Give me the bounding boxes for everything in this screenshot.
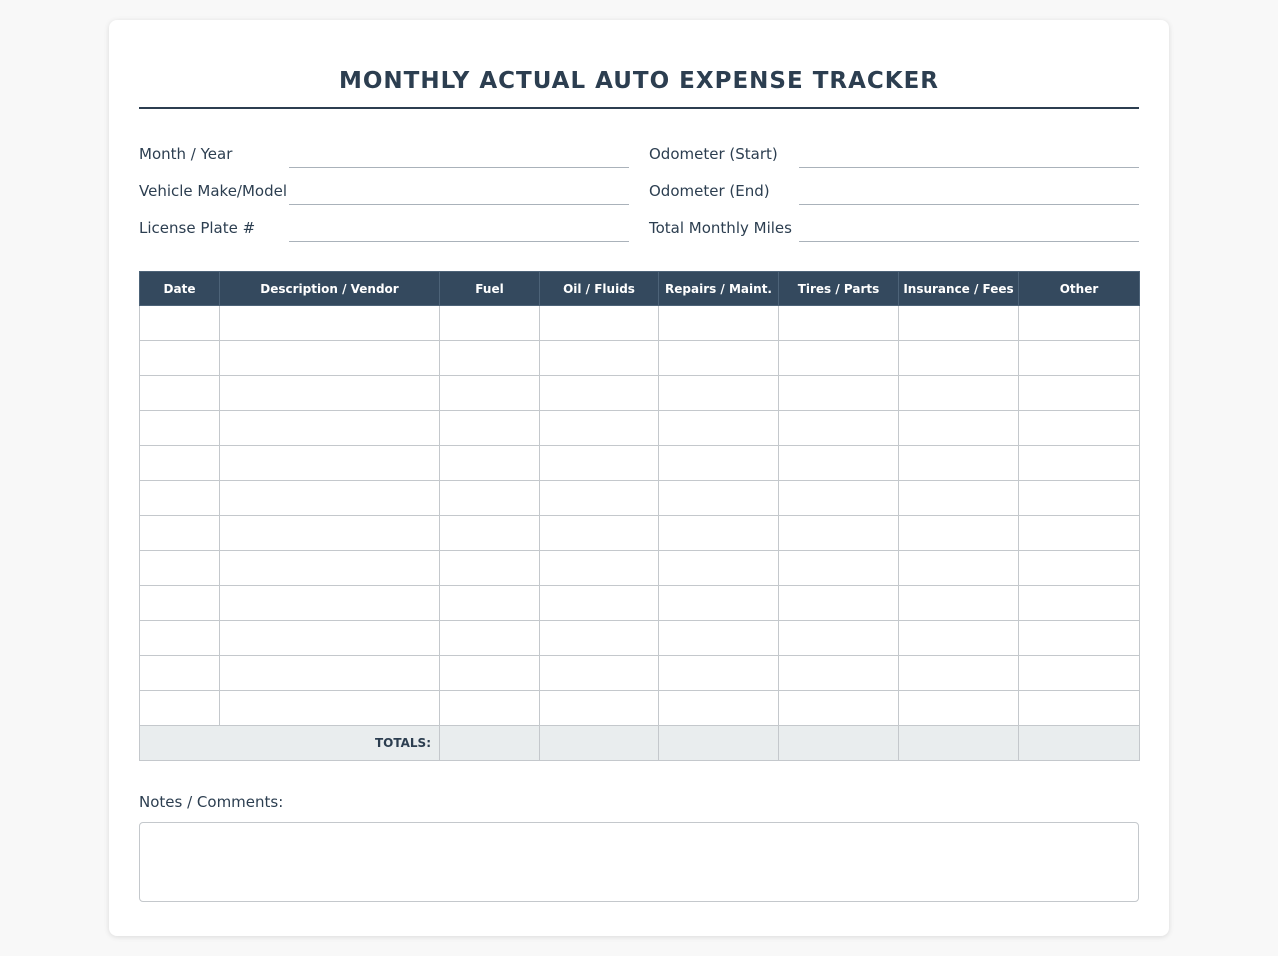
description-cell[interactable] (220, 376, 440, 411)
description-cell[interactable] (220, 551, 440, 586)
oil-cell[interactable] (540, 621, 659, 656)
oil-cell[interactable] (540, 551, 659, 586)
insurance-cell[interactable] (899, 481, 1019, 516)
insurance-cell[interactable] (899, 446, 1019, 481)
insurance-cell[interactable] (899, 551, 1019, 586)
description-cell[interactable] (220, 306, 440, 341)
fuel-cell[interactable] (440, 516, 540, 551)
repairs-cell[interactable] (659, 516, 779, 551)
column-header-date: Date (140, 272, 220, 306)
fuel-cell[interactable] (440, 446, 540, 481)
date-cell[interactable] (140, 411, 220, 446)
column-header-fuel: Fuel (440, 272, 540, 306)
repairs-cell[interactable] (659, 411, 779, 446)
date-cell[interactable] (140, 376, 220, 411)
tires-cell[interactable] (779, 621, 899, 656)
repairs-cell[interactable] (659, 621, 779, 656)
insurance-cell[interactable] (899, 621, 1019, 656)
oil-cell[interactable] (540, 691, 659, 726)
date-cell[interactable] (140, 306, 220, 341)
expense-form-card (109, 20, 1169, 936)
field-total-miles (649, 212, 1139, 242)
repairs-cell[interactable] (659, 551, 779, 586)
table-row (140, 481, 1140, 516)
date-cell[interactable] (140, 551, 220, 586)
insurance-cell[interactable] (899, 516, 1019, 551)
other-cell[interactable] (1019, 306, 1140, 341)
repairs-cell[interactable] (659, 586, 779, 621)
tires-cell[interactable] (779, 516, 899, 551)
table-header-row (140, 272, 1140, 306)
table-row (140, 516, 1140, 551)
notes-textarea[interactable] (139, 822, 1139, 902)
totals-label: TOTALS: (140, 726, 440, 761)
license-input[interactable] (289, 217, 629, 242)
description-cell[interactable] (220, 481, 440, 516)
repairs-cell[interactable] (659, 656, 779, 691)
oil-cell[interactable] (540, 341, 659, 376)
other-cell[interactable] (1019, 691, 1140, 726)
fuel-cell[interactable] (440, 341, 540, 376)
description-cell[interactable] (220, 411, 440, 446)
description-cell[interactable] (220, 691, 440, 726)
table-row (140, 306, 1140, 341)
date-cell[interactable] (140, 481, 220, 516)
column-header-insurance-fees: Insurance / Fees (899, 272, 1019, 306)
fuel-cell[interactable] (440, 411, 540, 446)
insurance-cell[interactable] (899, 586, 1019, 621)
fuel-cell[interactable] (440, 656, 540, 691)
title-divider (139, 107, 1139, 109)
table-row (140, 376, 1140, 411)
form-title: MONTHLY ACTUAL AUTO EXPENSE TRACKER (338, 68, 940, 94)
date-cell[interactable] (140, 516, 220, 551)
table-row (140, 621, 1140, 656)
oil-cell[interactable] (540, 656, 659, 691)
total-miles-label: Total Monthly Miles (649, 219, 792, 237)
date-cell[interactable] (140, 586, 220, 621)
date-cell[interactable] (140, 341, 220, 376)
fuel-cell[interactable] (440, 621, 540, 656)
total-other-cell[interactable] (1019, 726, 1140, 761)
fuel-cell[interactable] (440, 306, 540, 341)
other-cell[interactable] (1019, 341, 1140, 376)
table-row (140, 586, 1140, 621)
field-odometer-end (649, 175, 1139, 205)
fuel-cell[interactable] (440, 691, 540, 726)
total-repairs-cell[interactable] (659, 726, 779, 761)
column-header-tires-parts: Tires / Parts (779, 272, 899, 306)
field-license (139, 212, 629, 242)
repairs-cell[interactable] (659, 341, 779, 376)
tires-cell[interactable] (779, 376, 899, 411)
description-cell[interactable] (220, 586, 440, 621)
field-vehicle (139, 175, 629, 205)
other-cell[interactable] (1019, 376, 1140, 411)
tires-cell[interactable] (779, 656, 899, 691)
tires-cell[interactable] (779, 586, 899, 621)
table-row (140, 411, 1140, 446)
other-cell[interactable] (1019, 481, 1140, 516)
description-cell[interactable] (220, 656, 440, 691)
odometer-start-input[interactable] (799, 143, 1139, 168)
repairs-cell[interactable] (659, 481, 779, 516)
table-row (140, 341, 1140, 376)
oil-cell[interactable] (540, 516, 659, 551)
total-oil-cell[interactable] (540, 726, 659, 761)
totals-row (140, 726, 1140, 761)
column-header-repairs: Repairs / Maint. (659, 272, 779, 306)
odometer-end-label: Odometer (End) (649, 182, 770, 200)
tires-cell[interactable] (779, 341, 899, 376)
insurance-cell[interactable] (899, 306, 1019, 341)
tires-cell[interactable] (779, 481, 899, 516)
table-row (140, 691, 1140, 726)
oil-cell[interactable] (540, 481, 659, 516)
tires-cell[interactable] (779, 691, 899, 726)
total-miles-input[interactable] (799, 217, 1139, 242)
column-header-other: Other (1019, 272, 1140, 306)
oil-cell[interactable] (540, 306, 659, 341)
column-header-oil-fluids: Oil / Fluids (540, 272, 659, 306)
license-label: License Plate # (139, 219, 256, 237)
expense-table-body (140, 306, 1140, 761)
odometer-start-label: Odometer (Start) (649, 145, 778, 163)
field-month-year (139, 138, 629, 168)
repairs-cell[interactable] (659, 446, 779, 481)
oil-cell[interactable] (540, 376, 659, 411)
other-cell[interactable] (1019, 516, 1140, 551)
fuel-cell[interactable] (440, 481, 540, 516)
description-cell[interactable] (220, 341, 440, 376)
tires-cell[interactable] (779, 551, 899, 586)
date-cell[interactable] (140, 446, 220, 481)
oil-cell[interactable] (540, 411, 659, 446)
repairs-cell[interactable] (659, 306, 779, 341)
fuel-cell[interactable] (440, 586, 540, 621)
odometer-end-input[interactable] (799, 180, 1139, 205)
other-cell[interactable] (1019, 446, 1140, 481)
other-cell[interactable] (1019, 586, 1140, 621)
other-cell[interactable] (1019, 621, 1140, 656)
field-odometer-start (649, 138, 1139, 168)
insurance-cell[interactable] (899, 691, 1019, 726)
column-header-description: Description / Vendor (220, 272, 440, 306)
notes-label: Notes / Comments: (139, 793, 284, 811)
tires-cell[interactable] (779, 446, 899, 481)
repairs-cell[interactable] (659, 691, 779, 726)
total-tires-cell[interactable] (779, 726, 899, 761)
description-cell[interactable] (220, 516, 440, 551)
vehicle-label: Vehicle Make/Model (139, 182, 288, 200)
month-year-label: Month / Year (139, 145, 233, 163)
table-row (140, 551, 1140, 586)
date-cell[interactable] (140, 691, 220, 726)
fuel-cell[interactable] (440, 376, 540, 411)
repairs-cell[interactable] (659, 376, 779, 411)
tires-cell[interactable] (779, 306, 899, 341)
description-cell[interactable] (220, 621, 440, 656)
tires-cell[interactable] (779, 411, 899, 446)
insurance-cell[interactable] (899, 411, 1019, 446)
vehicle-input[interactable] (289, 180, 629, 205)
insurance-cell[interactable] (899, 341, 1019, 376)
other-cell[interactable] (1019, 551, 1140, 586)
other-cell[interactable] (1019, 656, 1140, 691)
total-fuel-cell[interactable] (440, 726, 540, 761)
table-row (140, 446, 1140, 481)
date-cell[interactable] (140, 621, 220, 656)
month-year-input[interactable] (289, 143, 629, 168)
expense-table (139, 271, 1140, 761)
oil-cell[interactable] (540, 446, 659, 481)
total-insurance-cell[interactable] (899, 726, 1019, 761)
fuel-cell[interactable] (440, 551, 540, 586)
other-cell[interactable] (1019, 411, 1140, 446)
insurance-cell[interactable] (899, 376, 1019, 411)
table-row (140, 656, 1140, 691)
oil-cell[interactable] (540, 586, 659, 621)
description-cell[interactable] (220, 446, 440, 481)
insurance-cell[interactable] (899, 656, 1019, 691)
date-cell[interactable] (140, 656, 220, 691)
